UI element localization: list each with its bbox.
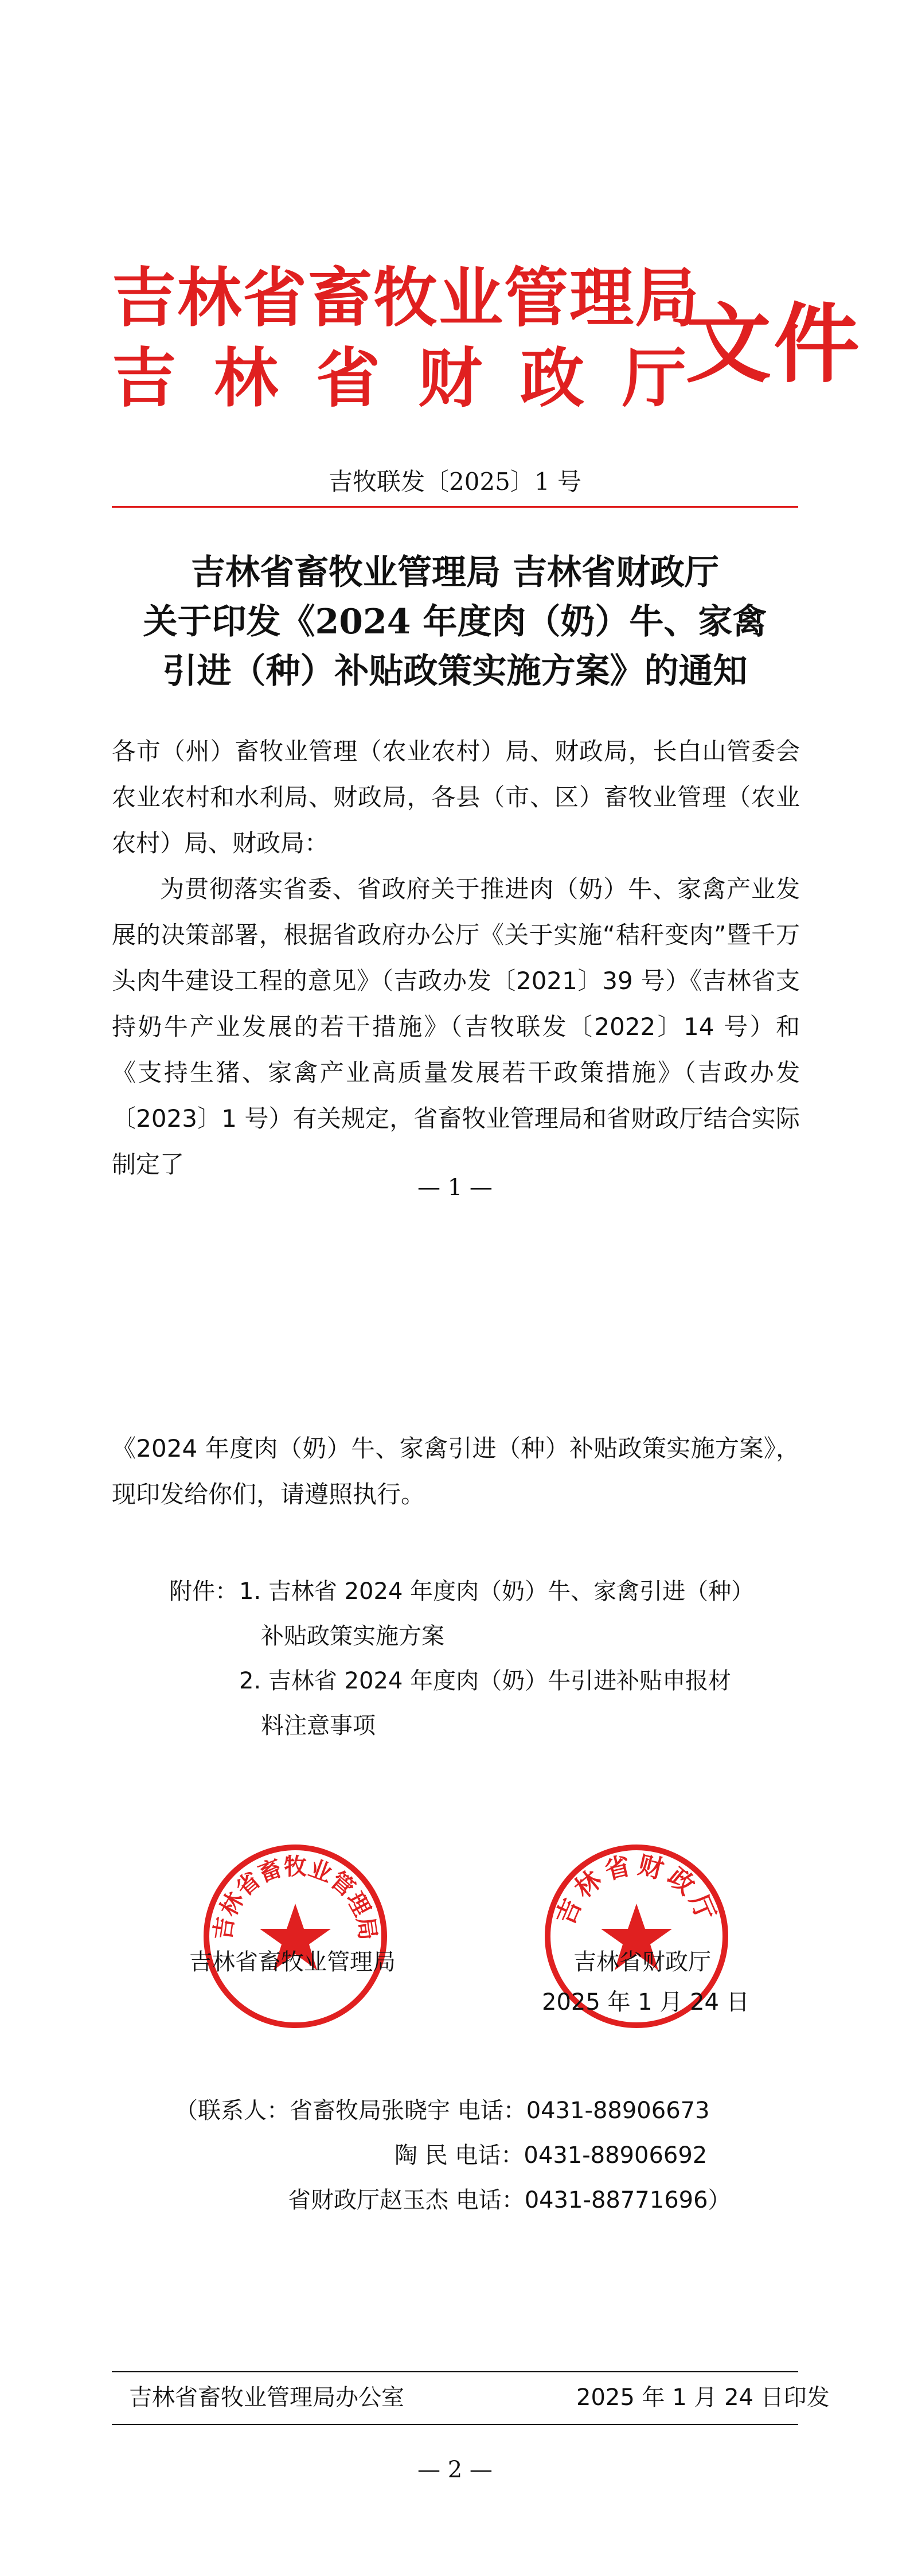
contact-row: （联系人：省畜牧局张晓宇 电话：0431-88906673 — [175, 2098, 710, 2124]
attachment-item-continued: 补贴政策实施方案 — [261, 1623, 444, 1649]
seal-text: 吉林省财政厅 — [550, 1850, 722, 1929]
attachment-item: 1. 吉林省 2024 年度肉（奶）牛、家禽引进（种） — [239, 1578, 755, 1605]
footer-top-rule — [112, 2371, 798, 2372]
official-seal-livestock-bureau — [201, 1842, 390, 2031]
footer-bottom-rule — [112, 2424, 798, 2425]
footer-print-date: 2025 年 1 月 24 日印发 — [576, 2384, 830, 2411]
attachment-item: 2. 吉林省 2024 年度肉（奶）牛引进补贴申报材 — [239, 1668, 732, 1694]
seal-text: 吉林省畜牧业管理局 — [209, 1853, 381, 1942]
attachments-label: 附件： — [169, 1578, 238, 1605]
title-line: 关于印发《2024 年度肉（奶）牛、家禽 — [143, 602, 767, 642]
red-star-seal-icon — [201, 1842, 390, 2031]
body-page-1 — [112, 729, 800, 1188]
masthead-issuer-2: 吉林省财政厅 — [112, 341, 724, 416]
body-page-2 — [112, 1426, 800, 1517]
masthead-document-label: 文件 — [685, 294, 862, 395]
contact-row: 省财政厅赵玉杰 电话：0431-88771696） — [288, 2187, 731, 2213]
document-number: 吉牧联发〔2025〕1 号 — [329, 468, 581, 496]
contact-row: 陶 民 电话：0431-88906692 — [395, 2142, 708, 2169]
signature-org-2: 吉林省财政厅 — [573, 1949, 711, 1975]
signature-org-1: 吉林省畜牧业管理局 — [189, 1949, 396, 1975]
body-paragraph-continued: 《2024 年度肉（奶）牛、家禽引进（种）补贴政策实施方案》，现印发给你们，请遵照执行。 — [112, 1434, 800, 1508]
red-separator-line — [112, 506, 798, 508]
document-title — [0, 548, 910, 696]
title-line: 引进（种）补贴政策实施方案》的通知 — [162, 651, 748, 691]
body-paragraph: 为贯彻落实省委、省政府关于推进肉（奶）牛、家禽产业发展的决策部署，根据省政府办公厅《关于实施“秸秆变肉”暨千万头肉牛建设工程的意见》（吉政办发〔2021〕39 号）《吉林省支持奶牛产业发展的若干措施》（吉牧联发〔2022〕14 号）和《支持生猪、家禽产业高质量发展若干政策措施》（吉政办发〔2023〕1 号）有关规定，省畜牧业管理局和省财政厅结合实际制定了 — [112, 875, 800, 1178]
signature-date: 2025 年 1 月 24 日 — [542, 1989, 749, 2015]
footer-issuing-office: 吉林省畜牧业管理局办公室 — [129, 2384, 404, 2411]
attachment-item-continued: 料注意事项 — [261, 1713, 376, 1739]
addressees: 各市（州）畜牧业管理（农业农村）局、财政局，长白山管委会农业农村和水利局、财政局，各县（市、区）畜牧业管理（农业农村）局、财政局： — [112, 737, 800, 857]
masthead-issuer-1: 吉林省畜牧业管理局 — [112, 260, 700, 336]
page-number: — 1 — — [417, 1174, 493, 1201]
title-line: 吉林省畜牧业管理局 吉林省财政厅 — [191, 552, 719, 593]
page-number: — 2 — — [417, 2457, 493, 2483]
